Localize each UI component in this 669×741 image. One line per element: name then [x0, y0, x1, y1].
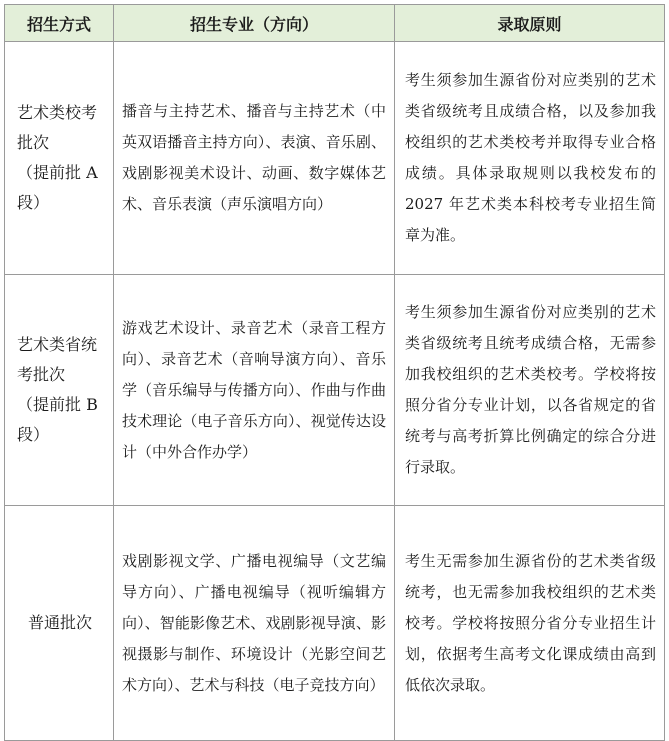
admission-method-cell	[5, 275, 114, 506]
admission-table	[4, 4, 665, 741]
admission-method-sub: （提前批 A 段）	[17, 163, 98, 212]
admission-method: 艺术类省统考批次	[17, 335, 98, 384]
table-row	[5, 275, 665, 506]
majors-cell: 游戏艺术设计、录音艺术（录音工程方向）、录音艺术（音响导演方向）、音乐学（音乐编导与传播方向）、作曲与作曲技术理论（电子音乐方向）、视觉传达设计（中外合作办学）	[114, 275, 395, 506]
table-row	[5, 42, 665, 275]
rule-cell: 考生须参加生源省份对应类别的艺术类省级统考且成绩合格，以及参加我校组织的艺术类校考并取得专业合格成绩。具体录取规则以我校发布的 2027 年艺术类本科校考专业招生简章为准。	[395, 42, 665, 275]
majors-cell: 戏剧影视文学、广播电视编导（文艺编导方向）、广播电视编导（视听编辑方向）、智能影像艺术、戏剧影视导演、影视摄影与制作、环境设计（光影空间艺术方向）、艺术与科技（电子竞技方向）	[114, 506, 395, 741]
table-row	[5, 506, 665, 741]
admission-method-cell	[5, 506, 114, 741]
admission-method: 普通批次	[27, 613, 92, 632]
header-row	[5, 5, 665, 42]
header-majors: 招生专业（方向）	[114, 5, 395, 42]
rule-cell: 考生无需参加生源省份的艺术类省级统考，也无需参加我校组织的艺术类校考。学校将按照分省分专业招生计划，依据考生高考文化课成绩由高到低依次录取。	[395, 506, 665, 741]
admission-method: 艺术类校考批次	[17, 103, 98, 152]
header-rule: 录取原则	[395, 5, 665, 42]
majors-cell: 播音与主持艺术、播音与主持艺术（中英双语播音主持方向）、表演、音乐剧、戏剧影视美术设计、动画、数字媒体艺术、音乐表演（声乐演唱方向）	[114, 42, 395, 275]
rule-cell: 考生须参加生源省份对应类别的艺术类省级统考且统考成绩合格，无需参加我校组织的艺术类校考。学校将按照分省分专业计划，以各省规定的省统考与高考折算比例确定的综合分进行录取。	[395, 275, 665, 506]
admission-method-sub: （提前批 B 段）	[17, 395, 98, 444]
header-method: 招生方式	[5, 5, 114, 42]
admission-method-cell	[5, 42, 114, 275]
